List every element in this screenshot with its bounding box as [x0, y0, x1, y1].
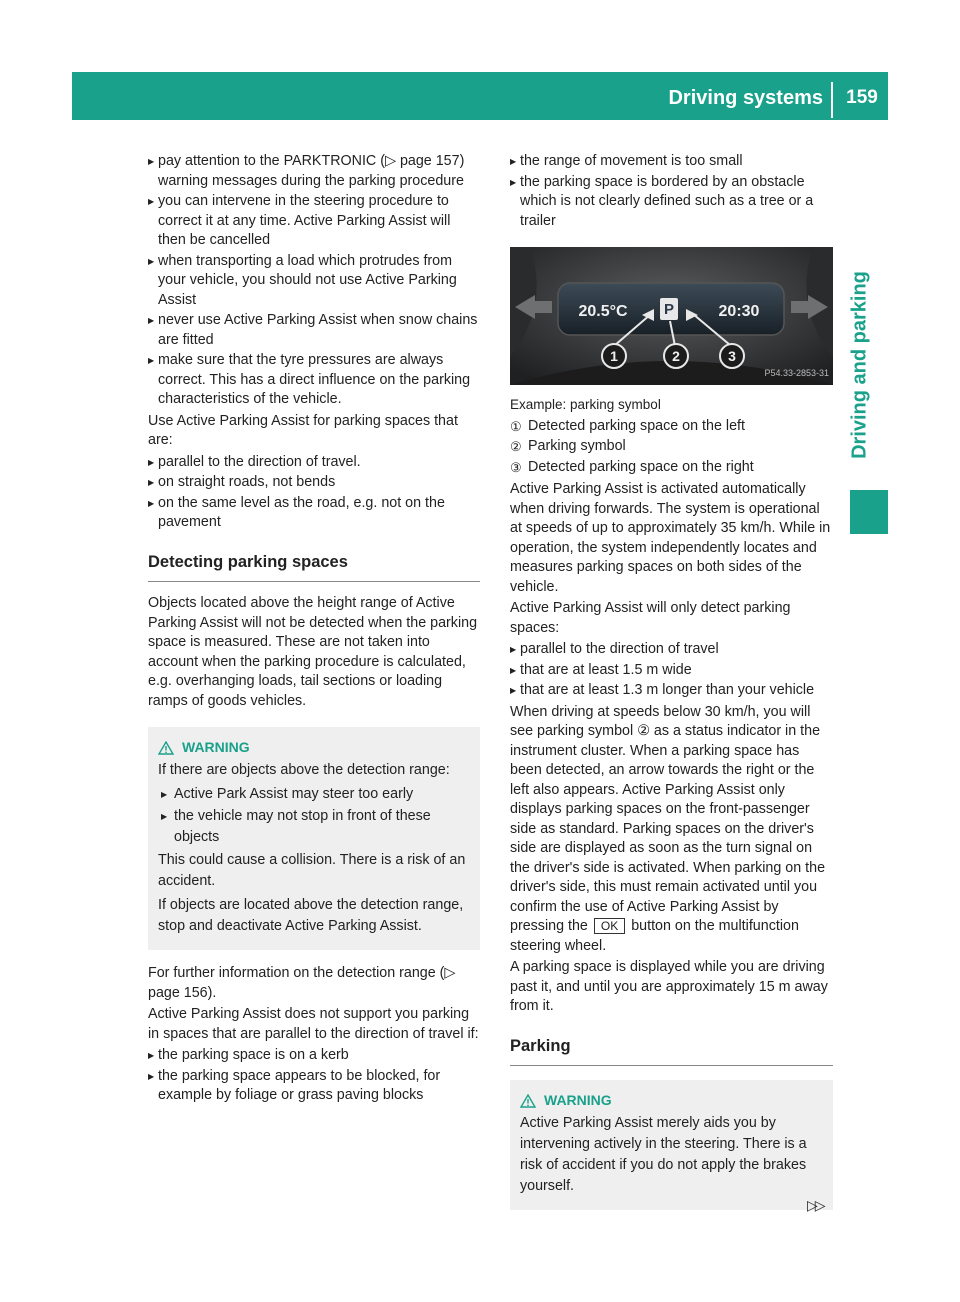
list-item: ▶ the parking space is bordered by an obstacle which is not clearly defined such as a tree or a trailer — [510, 173, 833, 232]
page-header-title: Driving systems — [668, 87, 823, 109]
parking-letter: P — [663, 301, 674, 318]
warning-text: If objects are located above the detection range, stop and deactivate Active Parking Assist. — [158, 897, 464, 934]
list-item: ▶ you can intervene in the steering procedure to correct it at any time. Active Parking Assist will then be cancelled — [148, 192, 480, 251]
list-item: ▶ when transporting a load which protrudes from your vehicle, you should not use Active Parking Assist — [148, 252, 480, 311]
list-item: ▶ parallel to the direction of travel. — [148, 453, 480, 473]
section-heading: Parking — [510, 1037, 833, 1067]
legend-text: Parking symbol — [528, 438, 626, 454]
text-span: When driving at speeds below 30 km/h, you will see parking symbol ② as a status indicator in the instrument cluster. When a parking space has been detected, an arrow towards the right or the left also appears. Active Parking Assist only displays parking spaces on the front-passenger side as standard. Parking spaces on the driver's side are displayed as soon as the turn signal on the driver's side is activated. When parking on the driver's side, this must remain activated until you confirm the use of Active Parking Assist by pressing the — [510, 703, 826, 934]
legend-text: Detected parking space on the left — [528, 417, 745, 434]
paragraph: Objects located above the height range of Active Parking Assist will not be detected when the parking space is measured. These are not taken into account when the parking procedure is calculated, e.g. overhanging loads, tail sections or loading ramps of goods vehicles. — [148, 595, 478, 709]
list-item: ▶ the range of movement is too small — [510, 152, 833, 172]
section-heading: Detecting parking spaces — [148, 553, 480, 583]
list-item: ▶ on the same level as the road, e.g. not on the pavement — [148, 494, 480, 533]
warning-triangle-icon — [520, 1094, 536, 1108]
side-tab-marker — [850, 490, 888, 534]
warning-title: WARNING — [182, 739, 250, 755]
paragraph: Active Parking Assist will only detect parking spaces: — [510, 600, 791, 636]
list-item: ▶ on straight roads, not bends — [148, 473, 480, 493]
warning-box — [148, 727, 480, 950]
paragraph: Use Active Parking Assist for parking spaces that are: — [148, 412, 458, 448]
list-item: ▶ the vehicle may not stop in front of these objects — [158, 806, 470, 848]
list-item: ▶ the parking space is on a kerb — [148, 1046, 480, 1066]
callout-number: 2 — [672, 348, 680, 364]
paragraph: For further information on the detection range (▷ page 156). — [148, 965, 456, 1001]
bullet-list — [148, 1046, 480, 1106]
callout-number: 1 — [610, 348, 618, 364]
list-item: ▶ the parking space appears to be blocked, for example by foliage or grass paving blocks — [148, 1067, 480, 1106]
cluster-time: 20:30 — [718, 303, 760, 320]
legend-item — [510, 458, 833, 478]
paragraph: A parking space is displayed while you are driving past it, and until you are approximately 15 m away from it. — [510, 959, 828, 1014]
left-column — [148, 152, 480, 1108]
figure-code: P54.33-2853-31 — [764, 367, 829, 378]
paragraph: Active Parking Assist does not support you parking in spaces that are parallel to the direction of travel if: — [148, 1006, 479, 1042]
side-tab-text: Driving and parking — [848, 271, 871, 459]
continue-arrows-icon: ▷▷ — [807, 1197, 823, 1213]
list-item: ▶ that are at least 1.5 m wide — [510, 661, 833, 681]
warning-text: Active Parking Assist merely aids you by intervening actively in the steering. There is a risk of accident if you do not apply the brakes yourself. — [520, 1115, 807, 1194]
legend-text: Detected parking space on the right — [528, 458, 754, 475]
warning-bullets — [158, 784, 470, 848]
side-tab-label — [842, 255, 878, 475]
legend-item — [510, 437, 833, 457]
page-number: 159 — [846, 87, 878, 108]
warning-header — [158, 737, 470, 758]
warning-triangle-icon — [158, 741, 174, 755]
warning-title: WARNING — [544, 1092, 612, 1108]
figure-caption: Example: parking symbol — [510, 397, 661, 412]
warning-header — [520, 1090, 823, 1111]
bullet-list — [510, 152, 833, 231]
list-item: ▶ parallel to the direction of travel — [510, 640, 833, 660]
warning-box — [510, 1080, 833, 1210]
list-item: ▶ pay attention to the PARKTRONIC (▷ page 157) warning messages during the parking procedure — [148, 152, 480, 191]
legend-number: ① — [510, 418, 522, 434]
callout-number: 3 — [728, 348, 736, 364]
paragraph: Active Parking Assist is activated automatically when driving forwards. The system is operational at speeds of up to approximately 35 km/h. While in operation, the system independently locates and measures parking spaces on both sides of the vehicle. — [510, 481, 831, 595]
legend-number: ③ — [510, 459, 522, 475]
bullet-list — [148, 453, 480, 533]
text-span: button on the multifunction steering wheel. — [510, 918, 799, 954]
warning-text: This could cause a collision. There is a risk of an accident. — [158, 852, 466, 889]
legend-item — [510, 417, 833, 437]
bullet-list — [148, 152, 480, 410]
paragraph — [510, 703, 833, 957]
bullet-list — [510, 640, 833, 701]
legend-number: ② — [510, 439, 522, 454]
list-item: ▶ Active Park Assist may steer too early — [158, 784, 470, 805]
warning-intro: If there are objects above the detection range: — [158, 762, 450, 778]
list-item: ▶ that are at least 1.3 m longer than your vehicle — [510, 681, 833, 701]
cluster-temperature: 20.5°C — [578, 303, 628, 320]
right-column — [510, 152, 833, 1224]
instrument-cluster-figure — [510, 247, 833, 385]
header-divider — [831, 82, 833, 118]
ok-button-key: OK — [594, 918, 625, 934]
list-item: ▶ never use Active Parking Assist when snow chains are fitted — [148, 311, 480, 350]
list-item: ▶ make sure that the tyre pressures are always correct. This has a direct influence on the parking characteristics of the vehicle. — [148, 351, 480, 410]
